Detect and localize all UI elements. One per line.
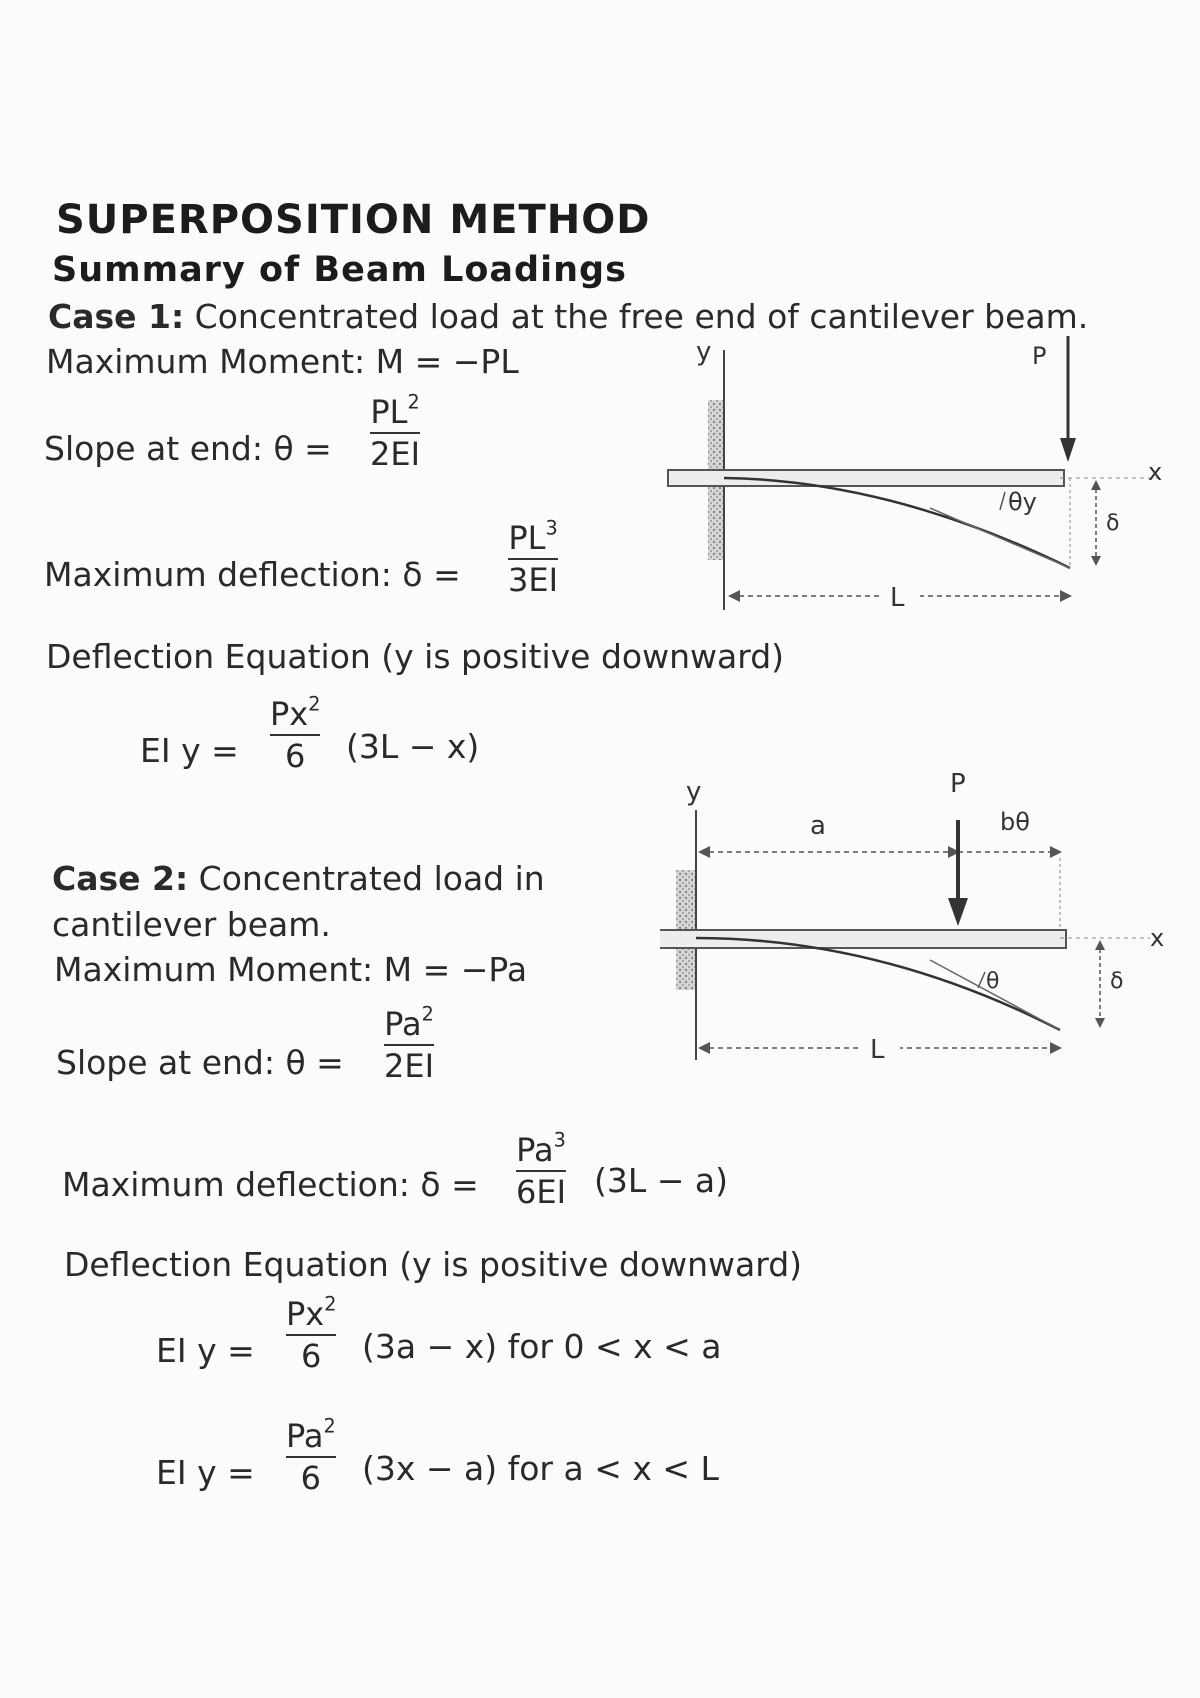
case2-description-line2: cantilever beam. xyxy=(52,905,331,944)
case1-max-moment-label: Maximum Moment: xyxy=(46,342,366,381)
case1-max-moment-value: M = −PL xyxy=(375,342,519,381)
case2-eq2-denominator: 6 xyxy=(300,1459,322,1497)
case1-deflection-denominator: 3EI xyxy=(508,561,559,599)
a-label: a xyxy=(810,811,826,841)
case1-heading xyxy=(48,297,1089,336)
case2-eq1-numerator: Px$^2$ xyxy=(286,1292,337,1333)
deflected-curve xyxy=(696,938,1060,1030)
case2-deflection-label: Maximum deflection: δ = xyxy=(62,1165,479,1204)
case2-eq2-rhs: (3x − a) for a < x < L xyxy=(362,1449,719,1488)
load-arrow-icon xyxy=(948,898,968,926)
l-label: L xyxy=(870,1035,885,1065)
case1-equation-rhs: (3L − x) xyxy=(346,727,480,766)
case2-eq1-fraction xyxy=(286,1292,337,1375)
case1-equation-numerator: Px$^2$ xyxy=(270,692,321,733)
page-subtitle: Summary of Beam Loadings xyxy=(52,250,627,290)
case2-slope-denominator: 2EI xyxy=(384,1047,435,1085)
case2-max-moment: Maximum Moment: M = −Pa xyxy=(54,950,528,989)
case2-eq1-lhs: EI y = xyxy=(156,1331,255,1370)
case2-beam-diagram xyxy=(660,770,1180,1070)
case2-slope-fraction xyxy=(384,1002,435,1085)
case1-equation-lhs: EI y = xyxy=(140,731,239,770)
case2-eq1-rhs: (3a − x) for 0 < x < a xyxy=(362,1327,722,1366)
case2-description-line1: Concentrated load in xyxy=(198,859,545,898)
case2-deflection-rhs: (3L − a) xyxy=(594,1161,728,1200)
case2-label: Case 2: xyxy=(52,859,189,898)
l-label: L xyxy=(890,583,905,613)
case2-eq2-numerator: Pa$^2$ xyxy=(286,1414,336,1455)
case1-deflection-label: Maximum deflection: δ = xyxy=(44,555,461,594)
case1-label: Case 1: xyxy=(48,297,185,336)
x-label: x xyxy=(1148,458,1163,486)
case1-deflection-numerator: $PL^3$ xyxy=(508,516,558,557)
x-label: x xyxy=(1150,924,1165,952)
case1-description: Concentrated load at the free end of cantilever beam. xyxy=(194,297,1089,336)
y-label: y xyxy=(696,337,712,367)
case1-deflection-fraction xyxy=(508,516,559,599)
y-label: y xyxy=(686,777,702,807)
case2-eq1-denominator: 6 xyxy=(301,1337,322,1375)
case2-deflection-fraction xyxy=(516,1128,567,1211)
delta-label: δ xyxy=(1110,969,1124,994)
case1-equation-heading: Deflection Equation (y is positive downward) xyxy=(46,637,785,676)
case2-slope-label: Slope at end: θ = xyxy=(56,1043,344,1082)
case1-slope-numerator: $PL^2$ xyxy=(370,390,420,431)
p-label: P xyxy=(1032,342,1047,370)
case1-slope-denominator: 2EI xyxy=(370,435,421,473)
p-label: P xyxy=(950,770,966,799)
load-arrow-icon xyxy=(1060,438,1076,462)
case2-equation-heading: Deflection Equation (y is positive downward) xyxy=(64,1245,803,1284)
case2-eq2-fraction xyxy=(286,1414,336,1497)
case1-equation-denominator: 6 xyxy=(285,737,306,775)
case1-beam-diagram xyxy=(640,330,1180,620)
theta-y-label: θy xyxy=(1008,488,1037,516)
page-title: SUPERPOSITION METHOD xyxy=(56,197,651,243)
case2-heading xyxy=(52,859,545,898)
case2-slope-numerator: Pa$^2$ xyxy=(384,1002,434,1043)
case2-eq2-lhs: EI y = xyxy=(156,1453,255,1492)
theta-label: θ xyxy=(986,969,1000,994)
case1-slope-label: Slope at end: θ = xyxy=(44,429,332,468)
case1-equation-fraction xyxy=(270,692,321,775)
case1-max-moment xyxy=(46,342,519,381)
b-theta-label: bθ xyxy=(1000,808,1030,836)
case2-deflection-denominator: 6EI xyxy=(516,1173,567,1211)
tangent-line xyxy=(930,508,1070,568)
case2-deflection-numerator: Pa$^3$ xyxy=(516,1128,566,1169)
case1-slope-fraction xyxy=(370,390,421,473)
delta-label: δ xyxy=(1106,511,1120,536)
